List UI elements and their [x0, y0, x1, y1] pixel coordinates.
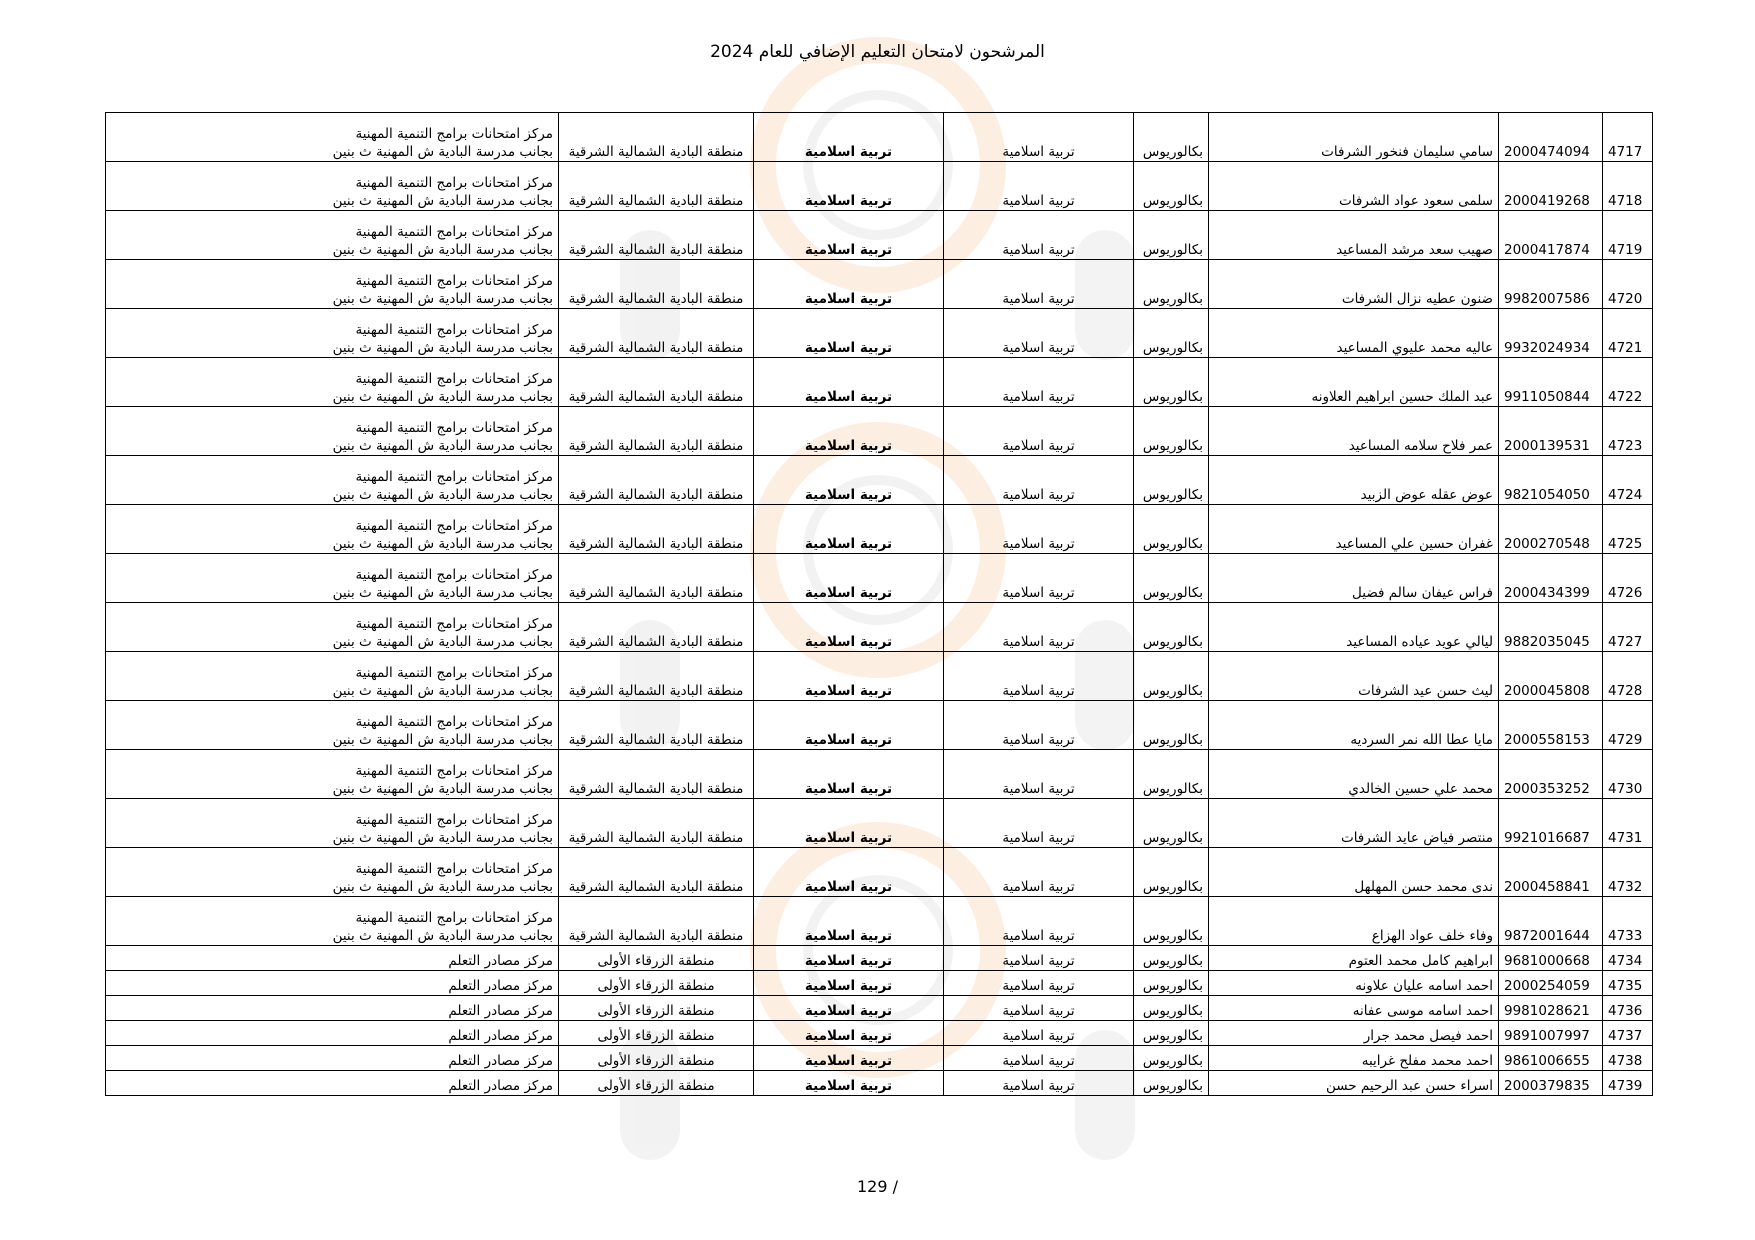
exam-subject-cell: تربية اسلامية: [754, 211, 944, 260]
exam-subject-cell: تربية اسلامية: [754, 505, 944, 554]
national-id-cell: 9861006655: [1499, 1046, 1603, 1071]
candidate-name-cell: احمد اسامه عليان علاونه: [1209, 971, 1499, 996]
national-id-cell: 9681000668: [1499, 946, 1603, 971]
exam-center-location: بجانب مدرسة البادية ش المهنية ث بنين: [332, 781, 553, 797]
exam-center-cell: [106, 456, 559, 505]
exam-center-location: بجانب مدرسة البادية ش المهنية ث بنين: [332, 144, 553, 160]
exam-center-location: بجانب مدرسة البادية ش المهنية ث بنين: [332, 193, 553, 209]
exam-center-location: بجانب مدرسة البادية ش المهنية ث بنين: [332, 291, 553, 307]
degree-cell: بكالوريوس: [1134, 1046, 1209, 1071]
exam-subject-cell: تربية اسلامية: [754, 946, 944, 971]
directorate-cell: منطقة البادية الشمالية الشرقية: [559, 897, 754, 946]
exam-subject-cell: تربية اسلامية: [754, 603, 944, 652]
exam-center-name: مركز مصادر التعلم: [448, 1028, 553, 1044]
exam-center-name: مركز امتحانات برامج التنمية المهنية: [355, 714, 553, 730]
exam-center-cell: [106, 260, 559, 309]
specialization-cell: تربية اسلامية: [944, 750, 1134, 799]
candidate-name-cell: محمد علي حسين الخالدي: [1209, 750, 1499, 799]
specialization-cell: تربية اسلامية: [944, 701, 1134, 750]
candidate-name-cell: ضنون عطيه نزال الشرفات: [1209, 260, 1499, 309]
specialization-cell: تربية اسلامية: [944, 505, 1134, 554]
specialization-cell: تربية اسلامية: [944, 309, 1134, 358]
page-title: المرشحون لامتحان التعليم الإضافي للعام 2024: [710, 42, 1045, 62]
national-id-cell: 2000417874: [1499, 211, 1603, 260]
exam-subject-cell: تربية اسلامية: [754, 113, 944, 162]
degree-cell: بكالوريوس: [1134, 505, 1209, 554]
candidate-name-cell: مايا عطا الله نمر السرديه: [1209, 701, 1499, 750]
serial-number-cell: 4726: [1603, 554, 1653, 603]
exam-center-name: مركز مصادر التعلم: [448, 1003, 553, 1019]
exam-center-cell: [106, 505, 559, 554]
specialization-cell: تربية اسلامية: [944, 799, 1134, 848]
exam-center-cell: [106, 1046, 559, 1071]
table-row: [106, 456, 1653, 505]
exam-center-name: مركز امتحانات برامج التنمية المهنية: [355, 861, 553, 877]
serial-number-cell: 4733: [1603, 897, 1653, 946]
national-id-cell: 2000474094: [1499, 113, 1603, 162]
serial-number-cell: 4725: [1603, 505, 1653, 554]
table-row: [106, 946, 1653, 971]
table-row: [106, 211, 1653, 260]
specialization-cell: تربية اسلامية: [944, 260, 1134, 309]
degree-cell: بكالوريوس: [1134, 211, 1209, 260]
directorate-cell: منطقة البادية الشمالية الشرقية: [559, 260, 754, 309]
exam-center-cell: [106, 407, 559, 456]
serial-number-cell: 4730: [1603, 750, 1653, 799]
serial-number-cell: 4721: [1603, 309, 1653, 358]
serial-number-cell: 4736: [1603, 996, 1653, 1021]
serial-number-cell: 4722: [1603, 358, 1653, 407]
directorate-cell: منطقة البادية الشمالية الشرقية: [559, 652, 754, 701]
specialization-cell: تربية اسلامية: [944, 652, 1134, 701]
candidate-name-cell: اسراء حسن عبد الرحيم حسن: [1209, 1071, 1499, 1096]
serial-number-cell: 4724: [1603, 456, 1653, 505]
specialization-cell: تربية اسلامية: [944, 162, 1134, 211]
table-row: [106, 1071, 1653, 1096]
exam-center-cell: [106, 848, 559, 897]
exam-center-cell: [106, 996, 559, 1021]
specialization-cell: تربية اسلامية: [944, 113, 1134, 162]
candidate-name-cell: عمر فلاح سلامه المساعيد: [1209, 407, 1499, 456]
specialization-cell: تربية اسلامية: [944, 211, 1134, 260]
table-row: [106, 971, 1653, 996]
specialization-cell: تربية اسلامية: [944, 358, 1134, 407]
degree-cell: بكالوريوس: [1134, 554, 1209, 603]
candidate-name-cell: ندى محمد حسن المهلهل: [1209, 848, 1499, 897]
exam-center-name: مركز امتحانات برامج التنمية المهنية: [355, 273, 553, 289]
specialization-cell: تربية اسلامية: [944, 603, 1134, 652]
national-id-cell: 9872001644: [1499, 897, 1603, 946]
exam-center-name: مركز مصادر التعلم: [448, 1078, 553, 1094]
degree-cell: بكالوريوس: [1134, 260, 1209, 309]
directorate-cell: منطقة البادية الشمالية الشرقية: [559, 113, 754, 162]
candidates-table: [105, 112, 1653, 1096]
national-id-cell: 2000419268: [1499, 162, 1603, 211]
national-id-cell: 9921016687: [1499, 799, 1603, 848]
exam-center-name: مركز امتحانات برامج التنمية المهنية: [355, 812, 553, 828]
degree-cell: بكالوريوس: [1134, 897, 1209, 946]
exam-center-location: بجانب مدرسة البادية ش المهنية ث بنين: [332, 585, 553, 601]
specialization-cell: تربية اسلامية: [944, 456, 1134, 505]
directorate-cell: منطقة الزرقاء الأولى: [559, 1071, 754, 1096]
degree-cell: بكالوريوس: [1134, 113, 1209, 162]
candidate-name-cell: منتصر فياض عايد الشرفات: [1209, 799, 1499, 848]
serial-number-cell: 4728: [1603, 652, 1653, 701]
exam-center-cell: [106, 750, 559, 799]
candidate-name-cell: ابراهيم كامل محمد العتوم: [1209, 946, 1499, 971]
exam-center-name: مركز مصادر التعلم: [448, 1053, 553, 1069]
exam-subject-cell: تربية اسلامية: [754, 358, 944, 407]
directorate-cell: منطقة البادية الشمالية الشرقية: [559, 505, 754, 554]
exam-center-location: بجانب مدرسة البادية ش المهنية ث بنين: [332, 732, 553, 748]
exam-subject-cell: تربية اسلامية: [754, 407, 944, 456]
exam-center-cell: [106, 113, 559, 162]
exam-subject-cell: تربية اسلامية: [754, 652, 944, 701]
candidate-name-cell: ليالي عويد عياده المساعيد: [1209, 603, 1499, 652]
exam-center-name: مركز امتحانات برامج التنمية المهنية: [355, 420, 553, 436]
national-id-cell: 2000353252: [1499, 750, 1603, 799]
degree-cell: بكالوريوس: [1134, 407, 1209, 456]
exam-subject-cell: تربية اسلامية: [754, 996, 944, 1021]
exam-center-cell: [106, 554, 559, 603]
exam-center-cell: [106, 358, 559, 407]
table-row: [106, 309, 1653, 358]
page-number: 129 /: [856, 1177, 898, 1196]
directorate-cell: منطقة البادية الشمالية الشرقية: [559, 603, 754, 652]
directorate-cell: منطقة الزرقاء الأولى: [559, 971, 754, 996]
exam-center-name: مركز مصادر التعلم: [448, 953, 553, 969]
exam-subject-cell: تربية اسلامية: [754, 1071, 944, 1096]
degree-cell: بكالوريوس: [1134, 456, 1209, 505]
specialization-cell: تربية اسلامية: [944, 1071, 1134, 1096]
directorate-cell: منطقة البادية الشمالية الشرقية: [559, 554, 754, 603]
table-row: [106, 652, 1653, 701]
directorate-cell: منطقة الزرقاء الأولى: [559, 996, 754, 1021]
candidate-name-cell: صهيب سعد مرشد المساعيد: [1209, 211, 1499, 260]
exam-subject-cell: تربية اسلامية: [754, 848, 944, 897]
serial-number-cell: 4735: [1603, 971, 1653, 996]
degree-cell: بكالوريوس: [1134, 1021, 1209, 1046]
exam-subject-cell: تربية اسلامية: [754, 554, 944, 603]
table-row: [106, 113, 1653, 162]
candidate-name-cell: احمد فيصل محمد جرار: [1209, 1021, 1499, 1046]
serial-number-cell: 4731: [1603, 799, 1653, 848]
serial-number-cell: 4720: [1603, 260, 1653, 309]
serial-number-cell: 4727: [1603, 603, 1653, 652]
serial-number-cell: 4717: [1603, 113, 1653, 162]
candidate-name-cell: احمد اسامه موسى عفانه: [1209, 996, 1499, 1021]
degree-cell: بكالوريوس: [1134, 603, 1209, 652]
exam-subject-cell: تربية اسلامية: [754, 701, 944, 750]
exam-subject-cell: تربية اسلامية: [754, 162, 944, 211]
exam-center-name: مركز امتحانات برامج التنمية المهنية: [355, 175, 553, 191]
exam-center-cell: [106, 799, 559, 848]
exam-center-name: مركز امتحانات برامج التنمية المهنية: [355, 665, 553, 681]
degree-cell: بكالوريوس: [1134, 652, 1209, 701]
specialization-cell: تربية اسلامية: [944, 946, 1134, 971]
degree-cell: بكالوريوس: [1134, 750, 1209, 799]
national-id-cell: 2000558153: [1499, 701, 1603, 750]
table-row: [106, 848, 1653, 897]
exam-center-location: بجانب مدرسة البادية ش المهنية ث بنين: [332, 242, 553, 258]
national-id-cell: 9981028621: [1499, 996, 1603, 1021]
degree-cell: بكالوريوس: [1134, 848, 1209, 897]
exam-center-name: مركز امتحانات برامج التنمية المهنية: [355, 763, 553, 779]
exam-center-cell: [106, 211, 559, 260]
exam-center-name: مركز امتحانات برامج التنمية المهنية: [355, 224, 553, 240]
exam-center-name: مركز امتحانات برامج التنمية المهنية: [355, 371, 553, 387]
specialization-cell: تربية اسلامية: [944, 1046, 1134, 1071]
serial-number-cell: 4739: [1603, 1071, 1653, 1096]
table-row: [106, 358, 1653, 407]
exam-center-location: بجانب مدرسة البادية ش المهنية ث بنين: [332, 683, 553, 699]
directorate-cell: منطقة البادية الشمالية الشرقية: [559, 407, 754, 456]
serial-number-cell: 4719: [1603, 211, 1653, 260]
exam-center-name: مركز امتحانات برامج التنمية المهنية: [355, 126, 553, 142]
table-row: [106, 996, 1653, 1021]
specialization-cell: تربية اسلامية: [944, 407, 1134, 456]
exam-center-location: بجانب مدرسة البادية ش المهنية ث بنين: [332, 536, 553, 552]
table-row: [106, 799, 1653, 848]
directorate-cell: منطقة الزرقاء الأولى: [559, 1021, 754, 1046]
table-row: [106, 260, 1653, 309]
exam-center-cell: [106, 309, 559, 358]
exam-center-cell: [106, 603, 559, 652]
table-row: [106, 1021, 1653, 1046]
serial-number-cell: 4734: [1603, 946, 1653, 971]
directorate-cell: منطقة البادية الشمالية الشرقية: [559, 358, 754, 407]
national-id-cell: 2000139531: [1499, 407, 1603, 456]
serial-number-cell: 4737: [1603, 1021, 1653, 1046]
candidate-name-cell: سامي سليمان فنخور الشرفات: [1209, 113, 1499, 162]
national-id-cell: 9911050844: [1499, 358, 1603, 407]
degree-cell: بكالوريوس: [1134, 701, 1209, 750]
candidates-table-body: [106, 113, 1653, 1096]
candidate-name-cell: وفاء خلف عواد الهزاع: [1209, 897, 1499, 946]
exam-center-name: مركز امتحانات برامج التنمية المهنية: [355, 616, 553, 632]
exam-center-name: مركز امتحانات برامج التنمية المهنية: [355, 910, 553, 926]
exam-center-cell: [106, 1071, 559, 1096]
national-id-cell: 2000379835: [1499, 1071, 1603, 1096]
directorate-cell: منطقة البادية الشمالية الشرقية: [559, 799, 754, 848]
exam-center-location: بجانب مدرسة البادية ش المهنية ث بنين: [332, 634, 553, 650]
table-row: [106, 162, 1653, 211]
candidate-name-cell: سلمى سعود عواد الشرفات: [1209, 162, 1499, 211]
exam-center-cell: [106, 701, 559, 750]
national-id-cell: 9932024934: [1499, 309, 1603, 358]
national-id-cell: 9821054050: [1499, 456, 1603, 505]
degree-cell: بكالوريوس: [1134, 309, 1209, 358]
specialization-cell: تربية اسلامية: [944, 554, 1134, 603]
exam-center-cell: [106, 162, 559, 211]
degree-cell: بكالوريوس: [1134, 162, 1209, 211]
national-id-cell: 9982007586: [1499, 260, 1603, 309]
exam-center-location: بجانب مدرسة البادية ش المهنية ث بنين: [332, 928, 553, 944]
table-row: [106, 603, 1653, 652]
candidate-name-cell: غفران حسين علي المساعيد: [1209, 505, 1499, 554]
directorate-cell: منطقة البادية الشمالية الشرقية: [559, 162, 754, 211]
table-row: [106, 701, 1653, 750]
table-row: [106, 505, 1653, 554]
degree-cell: بكالوريوس: [1134, 946, 1209, 971]
exam-center-name: مركز امتحانات برامج التنمية المهنية: [355, 322, 553, 338]
exam-subject-cell: تربية اسلامية: [754, 897, 944, 946]
directorate-cell: منطقة البادية الشمالية الشرقية: [559, 456, 754, 505]
specialization-cell: تربية اسلامية: [944, 996, 1134, 1021]
exam-center-name: مركز مصادر التعلم: [448, 978, 553, 994]
degree-cell: بكالوريوس: [1134, 996, 1209, 1021]
exam-center-location: بجانب مدرسة البادية ش المهنية ث بنين: [332, 879, 553, 895]
degree-cell: بكالوريوس: [1134, 971, 1209, 996]
specialization-cell: تربية اسلامية: [944, 848, 1134, 897]
degree-cell: بكالوريوس: [1134, 1071, 1209, 1096]
exam-subject-cell: تربية اسلامية: [754, 799, 944, 848]
exam-center-location: بجانب مدرسة البادية ش المهنية ث بنين: [332, 487, 553, 503]
national-id-cell: 2000458841: [1499, 848, 1603, 897]
candidate-name-cell: ليث حسن عيد الشرفات: [1209, 652, 1499, 701]
table-row: [106, 750, 1653, 799]
directorate-cell: منطقة البادية الشمالية الشرقية: [559, 750, 754, 799]
serial-number-cell: 4729: [1603, 701, 1653, 750]
exam-center-cell: [106, 971, 559, 996]
candidate-name-cell: فراس عيفان سالم فضيل: [1209, 554, 1499, 603]
table-row: [106, 407, 1653, 456]
exam-subject-cell: تربية اسلامية: [754, 750, 944, 799]
exam-center-cell: [106, 652, 559, 701]
exam-subject-cell: تربية اسلامية: [754, 456, 944, 505]
national-id-cell: 2000270548: [1499, 505, 1603, 554]
directorate-cell: منطقة البادية الشمالية الشرقية: [559, 211, 754, 260]
candidate-name-cell: عاليه محمد عليوي المساعيد: [1209, 309, 1499, 358]
serial-number-cell: 4723: [1603, 407, 1653, 456]
national-id-cell: 9882035045: [1499, 603, 1603, 652]
national-id-cell: 2000254059: [1499, 971, 1603, 996]
serial-number-cell: 4732: [1603, 848, 1653, 897]
exam-subject-cell: تربية اسلامية: [754, 1046, 944, 1071]
exam-center-cell: [106, 897, 559, 946]
directorate-cell: منطقة البادية الشمالية الشرقية: [559, 701, 754, 750]
serial-number-cell: 4738: [1603, 1046, 1653, 1071]
directorate-cell: منطقة الزرقاء الأولى: [559, 946, 754, 971]
exam-center-location: بجانب مدرسة البادية ش المهنية ث بنين: [332, 438, 553, 454]
table-row: [106, 554, 1653, 603]
exam-subject-cell: تربية اسلامية: [754, 1021, 944, 1046]
national-id-cell: 2000045808: [1499, 652, 1603, 701]
exam-center-name: مركز امتحانات برامج التنمية المهنية: [355, 518, 553, 534]
candidate-name-cell: احمد محمد مفلح غرايبه: [1209, 1046, 1499, 1071]
degree-cell: بكالوريوس: [1134, 799, 1209, 848]
specialization-cell: تربية اسلامية: [944, 971, 1134, 996]
exam-subject-cell: تربية اسلامية: [754, 309, 944, 358]
exam-subject-cell: تربية اسلامية: [754, 971, 944, 996]
exam-center-cell: [106, 946, 559, 971]
specialization-cell: تربية اسلامية: [944, 1021, 1134, 1046]
candidate-name-cell: عبد الملك حسين ابراهيم العلاونه: [1209, 358, 1499, 407]
exam-center-cell: [106, 1021, 559, 1046]
directorate-cell: منطقة البادية الشمالية الشرقية: [559, 848, 754, 897]
degree-cell: بكالوريوس: [1134, 358, 1209, 407]
serial-number-cell: 4718: [1603, 162, 1653, 211]
directorate-cell: منطقة البادية الشمالية الشرقية: [559, 309, 754, 358]
exam-center-name: مركز امتحانات برامج التنمية المهنية: [355, 567, 553, 583]
specialization-cell: تربية اسلامية: [944, 897, 1134, 946]
exam-subject-cell: تربية اسلامية: [754, 260, 944, 309]
table-row: [106, 1046, 1653, 1071]
national-id-cell: 9891007997: [1499, 1021, 1603, 1046]
exam-center-name: مركز امتحانات برامج التنمية المهنية: [355, 469, 553, 485]
exam-center-location: بجانب مدرسة البادية ش المهنية ث بنين: [332, 830, 553, 846]
national-id-cell: 2000434399: [1499, 554, 1603, 603]
exam-center-location: بجانب مدرسة البادية ش المهنية ث بنين: [332, 340, 553, 356]
directorate-cell: منطقة الزرقاء الأولى: [559, 1046, 754, 1071]
table-row: [106, 897, 1653, 946]
candidate-name-cell: عوض عقله عوض الزبيد: [1209, 456, 1499, 505]
exam-center-location: بجانب مدرسة البادية ش المهنية ث بنين: [332, 389, 553, 405]
